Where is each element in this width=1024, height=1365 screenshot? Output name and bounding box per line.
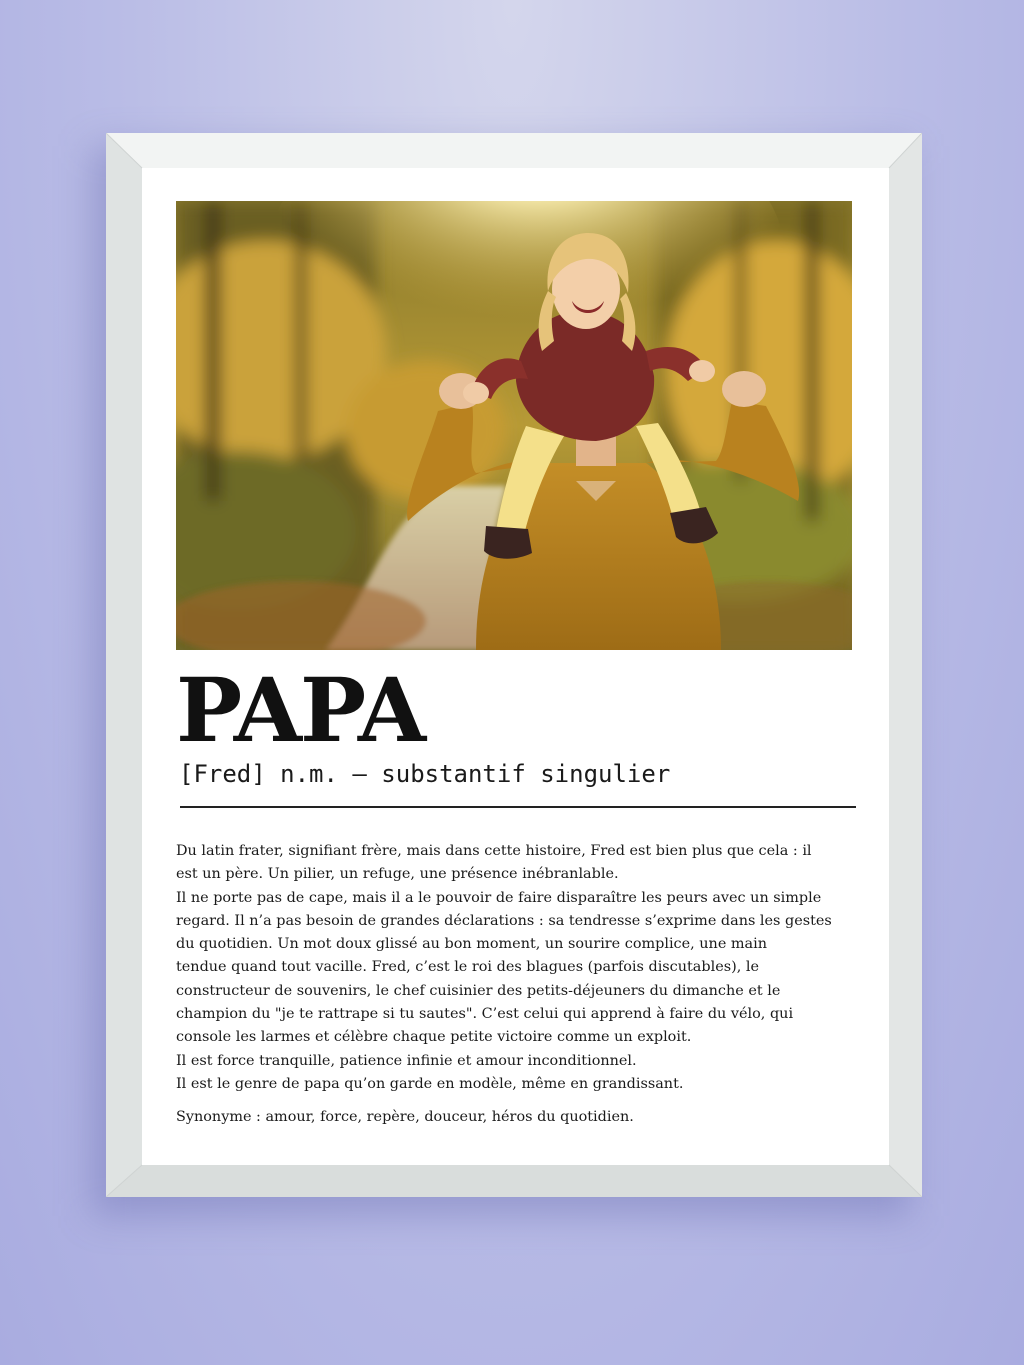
title-divider bbox=[180, 806, 856, 808]
definition-line: Il ne porte pas de cape, mais il a le pouvoir de faire disparaître les peurs avec un simple bbox=[176, 889, 822, 906]
pronunciation-line: [Fred] n.m. — substantif singulier bbox=[179, 760, 671, 788]
definition-line: Il est le genre de papa qu’on garde en modèle, même en grandissant. bbox=[176, 1075, 684, 1092]
definition-line: tendue quand tout vacille. Fred, c’est le roi des blagues (parfois discutables), le bbox=[176, 959, 759, 976]
definition-line: constructeur de souvenirs, le chef cuisinier des petits-déjeuners du dimanche et le bbox=[176, 982, 781, 999]
definition-line: champion du "je te rattrape si tu sautes". C’est celui qui apprend à faire du vélo, qui bbox=[176, 1006, 794, 1023]
poster-title: PAPA bbox=[176, 658, 425, 762]
family-photo bbox=[176, 201, 852, 650]
definition-line: Il est force tranquille, patience infinie et amour inconditionnel. bbox=[176, 1052, 637, 1069]
definition-line: est un père. Un pilier, un refuge, une présence inébranlable. bbox=[176, 866, 619, 883]
definition-line: regard. Il n’a pas besoin de grandes déclarations : sa tendresse s’exprime dans les gestes bbox=[176, 912, 832, 929]
synonyms-line: Synonyme : amour, force, repère, douceur, héros du quotidien. bbox=[176, 1109, 634, 1125]
definition-line: Du latin frater, signifiant frère, mais dans cette histoire, Fred est bien plus que cela : il bbox=[176, 843, 812, 859]
definition-line: du quotidien. Un mot doux glissé au bon moment, un sourire complice, une main bbox=[176, 936, 768, 953]
definition-text bbox=[176, 840, 856, 1096]
definition-line: console les larmes et célèbre chaque petite victoire comme un exploit. bbox=[176, 1029, 692, 1046]
father-daughter-illustration bbox=[176, 201, 852, 650]
